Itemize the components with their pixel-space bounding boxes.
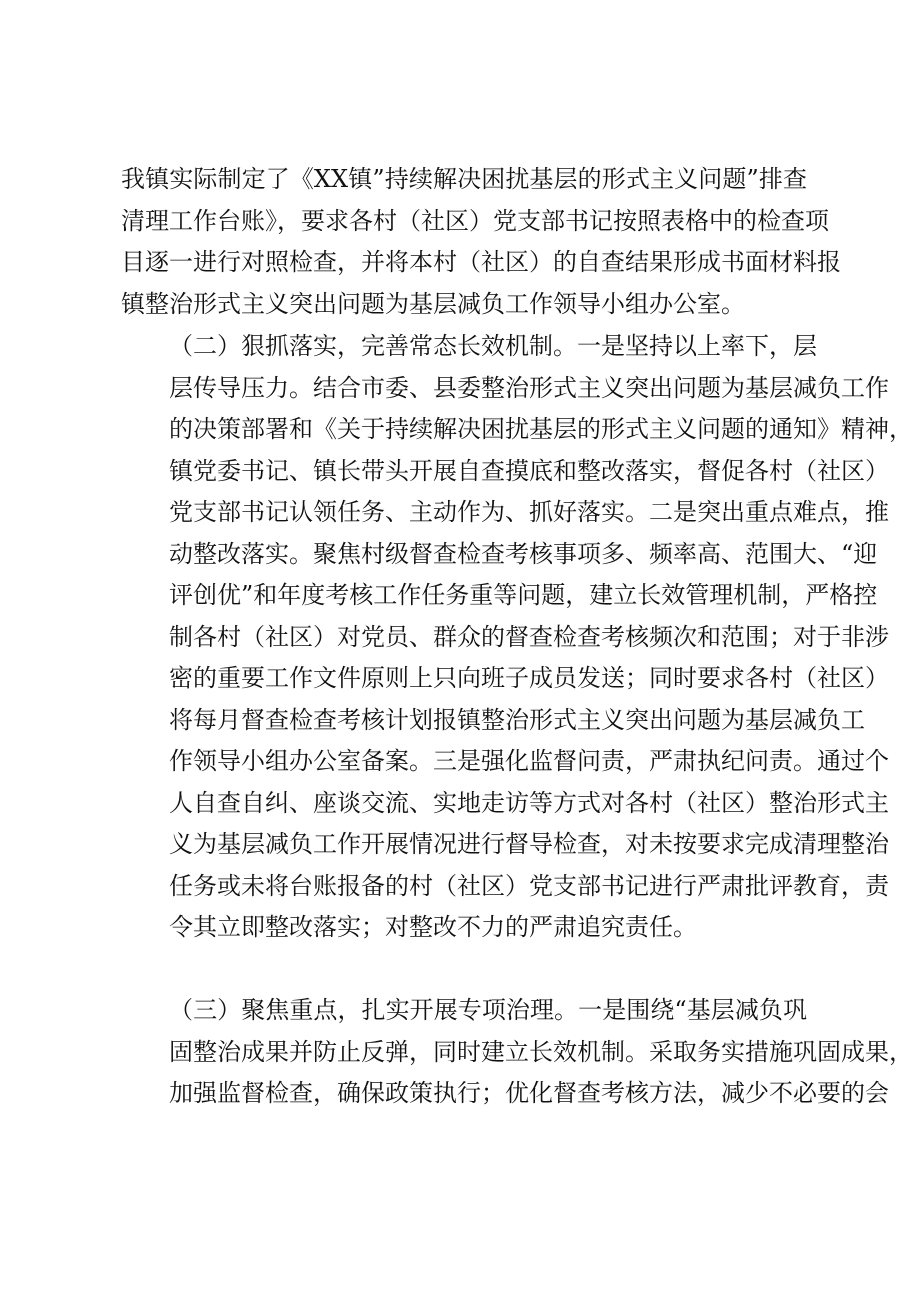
- paragraph-line: （三）聚焦重点，扎实开展专项治理。一是围绕“基层减负巩: [169, 996, 807, 1024]
- paragraph-line: 镇党委书记、镇长带头开展自查摸底和整改落实，督促各村（社区）: [169, 456, 889, 485]
- paragraph-line: 将每月督查检查考核计划报镇整治形式主义突出问题为基层减负工: [169, 705, 865, 734]
- paragraph-2: [121, 326, 913, 949]
- paragraph-line: 人自查自纠、座谈交流、实地走访等方式对各村（社区）整治形式主: [169, 788, 889, 817]
- paragraph-line: 评创优”和年度考核工作任务重等问题，建立长效管理机制，严格控: [169, 581, 878, 609]
- paragraph-line: 镇整治形式主义突出问题为基层减负工作领导小组办公室。: [121, 289, 745, 318]
- paragraph-line: 令其立即整改落实；对整改不力的严肃追究责任。: [169, 913, 697, 941]
- paragraph-line: 党支部书记认领任务、主动作为、抓好落实。二是突出重点难点，推: [169, 498, 889, 526]
- paragraph-line: 的决策部署和《关于持续解决困扰基层的形式主义问题的通知》精神，: [169, 415, 913, 443]
- paragraph-line: 义为基层减负工作开展情况进行督导检查，对未按要求完成清理整治: [169, 830, 889, 858]
- paragraph-line: （二）狠抓落实，完善常态长效机制。一是坚持以上率下，层: [169, 332, 817, 360]
- paragraph-line: 我镇实际制定了《XX镇”持续解决困扰基层的形式主义问题”排查: [121, 165, 807, 193]
- paragraph-1: [121, 159, 841, 325]
- paragraph-line: 动整改落实。聚焦村级督查检查考核事项多、频率高、范围大、“迎: [169, 539, 878, 568]
- paragraph-line: 密的重要工作文件原则上只向班子成员发送；同时要求各村（社区）: [169, 664, 889, 692]
- paragraph-line: 作领导小组办公室备案。三是强化监督问责，严肃执纪问责。通过个: [169, 747, 889, 775]
- paragraph-line: 清理工作台账》，要求各村（社区）党支部书记按照表格中的检查项: [121, 206, 829, 235]
- paragraph-line: 任务或未将台账报备的村（社区）党支部书记进行严肃批评教育，责: [169, 871, 889, 900]
- paragraph-line: 目逐一进行对照检查，并将本村（社区）的自查结果形成书面材料报: [121, 248, 841, 276]
- paragraph-line: 固整治成果并防止反弹，同时建立长效机制。采取务实措施巩固成果，: [169, 1037, 913, 1066]
- paragraph-3: [121, 990, 913, 1115]
- paragraph-line: 层传导压力。结合市委、县委整治形式主义突出问题为基层减负工作: [169, 373, 889, 402]
- paragraph-line: 制各村（社区）对党员、群众的督查检查考核频次和范围；对于非涉: [169, 622, 889, 651]
- paragraph-line: 加强监督检查，确保政策执行；优化督查考核方法，减少不必要的会: [169, 1079, 889, 1107]
